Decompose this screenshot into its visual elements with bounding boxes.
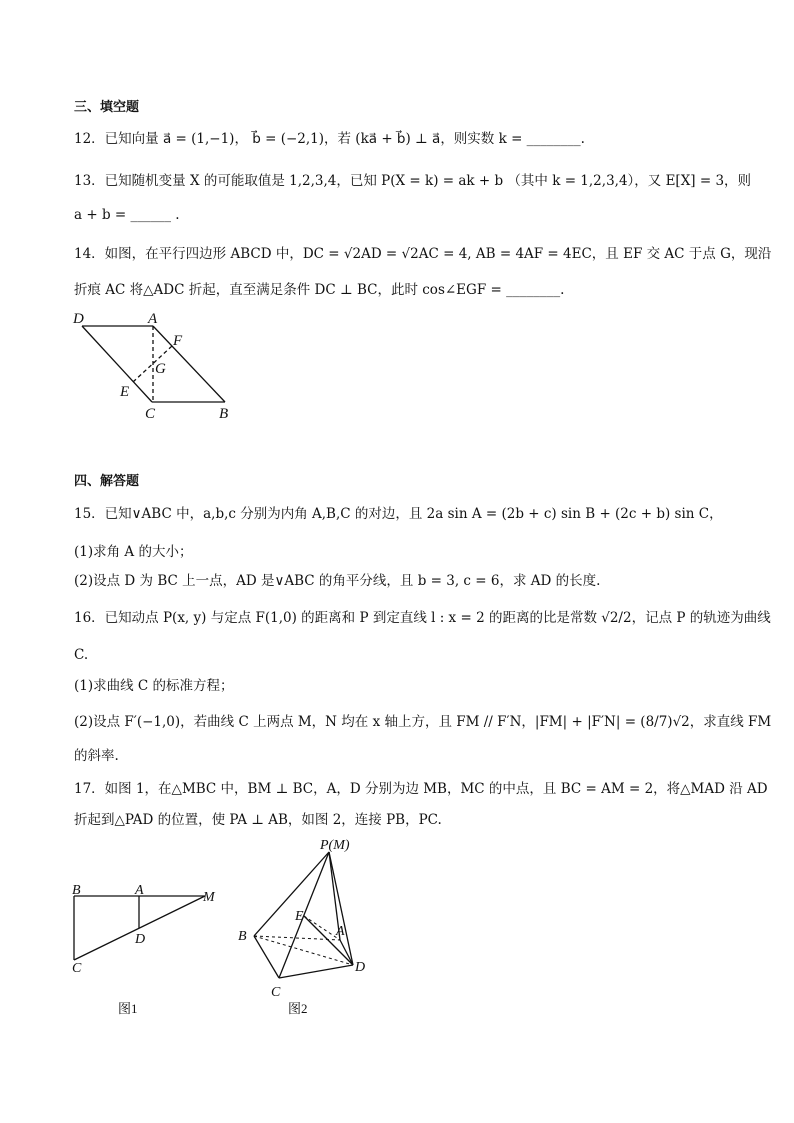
section-4-title: 四、解答题 — [74, 474, 140, 489]
question-15-part-2: (2)设点 D 为 BC 上一点，AD 是∨ABC 的角平分线，且 b = 3, c = 6，求 AD 的长度. — [74, 573, 601, 589]
fig2-label-A: A — [336, 924, 345, 939]
figure-2 — [230, 832, 390, 1022]
fig2-label-C: C — [271, 985, 281, 1000]
question-17-line-1: 17．如图 1，在△MBC 中，BM ⊥ BC，A，D 分别为边 MB，MC 的中点，且 BC = AM = 2，将△MAD 沿 AD — [74, 781, 768, 797]
question-16-line-3: 的斜率. — [74, 748, 119, 764]
question-17-line-2: 折起到△PAD 的位置，使 PA ⊥ AB，如图 2，连接 PB，PC. — [74, 812, 442, 828]
question-16-line-1: 16．已知动点 P(x, y) 与定点 F(1,0) 的距离和 P 到定直线 l : x = 2 的距离的比是常数 √2/2，记点 P 的轨迹为曲线 — [74, 610, 771, 626]
label-E: E — [120, 384, 130, 400]
question-15-part-1: (1)求角 A 的大小； — [74, 544, 193, 560]
fig2-caption: 图2 — [288, 1001, 308, 1016]
fig1-label-M: M — [203, 890, 215, 905]
fig2-label-D: D — [355, 960, 366, 975]
label-C: C — [145, 406, 156, 422]
label-G: G — [155, 361, 166, 377]
question-13-line-1: 13．已知随机变量 X 的可能取值是 1,2,3,4，已知 P(X = k) = ak + b （其中 k = 1,2,3,4），又 E[X] = 3，则 — [74, 173, 752, 189]
label-F: F — [173, 333, 183, 349]
fig2-label-E: E — [295, 909, 304, 924]
fig1-label-D: D — [135, 932, 146, 947]
fig1-caption: 图1 — [118, 1001, 138, 1016]
section-3-title: 三、填空题 — [74, 100, 140, 115]
question-12: 12．已知向量 a⃗ = (1,−1)， b⃗ = (−2,1)，若 (ka⃗ + b⃗) ⊥ a⃗，则实数 k = ________. — [74, 131, 585, 147]
question-16-part-1: (1)求曲线 C 的标准方程； — [74, 678, 234, 694]
label-A: A — [148, 311, 158, 327]
question-16-line-2: C. — [74, 647, 89, 663]
figure-1 — [66, 876, 226, 1021]
label-B: B — [219, 406, 229, 422]
label-D: D — [73, 311, 84, 327]
fig2-label-B: B — [238, 929, 247, 944]
question-16-part-2: (2)设点 F′(−1,0)，若曲线 C 上两点 M，N 均在 x 轴上方，且 FM // F′N，|FM| + |F′N| = (8/7)√2，求直线 FM — [74, 714, 772, 730]
question-14-line-1: 14．如图，在平行四边形 ABCD 中，DC = √2AD = √2AC = 4, AB = 4AF = 4EC，且 EF 交 AC 于点 G，现沿 — [74, 246, 772, 262]
question-15-line-1: 15．已知∨ABC 中，a,b,c 分别为内角 A,B,C 的对边，且 2a sin A = (2b + c) sin B + (2c + b) sin C， — [74, 506, 723, 522]
fig1-label-C: C — [72, 961, 82, 976]
question-14-line-2: 折痕 AC 将△ADC 折起，直至满足条件 DC ⊥ BC，此时 cos∠EGF = ________. — [74, 282, 565, 298]
parallelogram-figure — [70, 306, 250, 422]
fig2-label-P: P(M) — [320, 838, 350, 853]
fig1-label-A: A — [135, 883, 144, 898]
fig1-label-B: B — [72, 883, 81, 898]
question-13-line-2: a + b = ______ . — [74, 207, 180, 223]
